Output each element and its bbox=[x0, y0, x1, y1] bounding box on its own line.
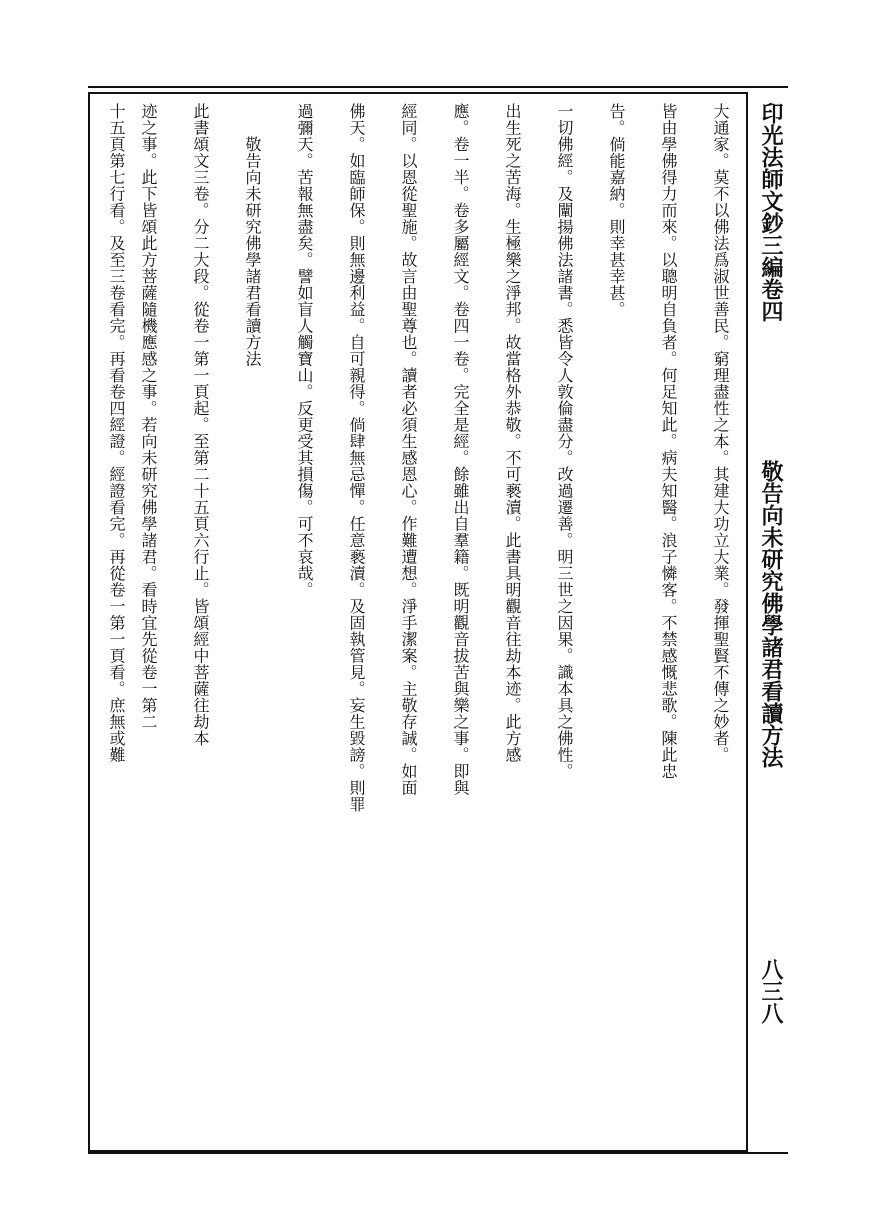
text-column-11: 此書頌文三卷。分二大段。從卷一第一頁起。至第二十五頁六行止。皆頌經中菩薩往劫本 bbox=[191, 103, 210, 747]
text-column-5: 出生死之苦海。生極樂之淨邦。故當格外恭敬。不可褻瀆。此書具明觀音往劫本迹。此方感 bbox=[503, 103, 522, 763]
text-column-9: 過彌天。苦報無盡矣。譬如盲人觸寶山。反更受其損傷。可不哀哉。 bbox=[295, 103, 314, 598]
text-column-8: 佛天。如臨師保。則無邊利益。自可親得。倘肆無忌憚。任意褻瀆。及固執管見。妄生毀謗。則罪 bbox=[347, 103, 366, 813]
text-column-2: 皆由學佛得力而來。以聰明自負者。何足知此。病夫知醫。浪子憐客。不禁感慨悲歌。陳此忠 bbox=[659, 103, 678, 780]
section-heading: 敬告向未研究佛學諸君看讀方法 bbox=[243, 103, 262, 367]
section-title: 敬告向未研究佛學諸君看讀方法 bbox=[758, 460, 784, 768]
text-column-6: 應。卷一半。卷多屬經文。卷四一卷。完全是經。餘雖出自羣籍。既明觀音拔苦與樂之事。即與 bbox=[451, 103, 470, 796]
text-column-4: 一切佛經。及闡揚佛法諸書。悉皆令人敦倫盡分。改過遷善。明三世之因果。識本具之佛性。 bbox=[555, 103, 574, 780]
book-title: 印光法師文鈔三編卷四 bbox=[758, 102, 784, 322]
text-column-13: 十五頁第七行看。及至三卷看完。再看卷四經證。經證看完。再從卷一第一頁看。庶無或難 bbox=[107, 103, 126, 763]
text-column-1: 大通家。莫不以佛法爲淑世善民。窮理盡性之本。其建大功立大業。發揮聖賢不傳之妙者。 bbox=[711, 103, 730, 763]
text-column-12: 迹之事。此下皆頌此方菩薩隨機應感之事。若向未研究佛學諸君。看時宜先從卷一第二 bbox=[139, 103, 158, 730]
text-column-7: 經同。以恩從聖施。故言由聖尊也。讀者必須生感恩心。作難遭想。淨手潔案。主敬存誠。如面 bbox=[399, 103, 418, 796]
top-rule bbox=[88, 86, 788, 88]
text-column-3: 告。倘能嘉納。則幸甚幸甚。 bbox=[607, 103, 626, 318]
page-number: 八三八 bbox=[758, 958, 784, 1024]
bottom-rule bbox=[88, 1152, 788, 1154]
running-header bbox=[752, 100, 786, 1146]
